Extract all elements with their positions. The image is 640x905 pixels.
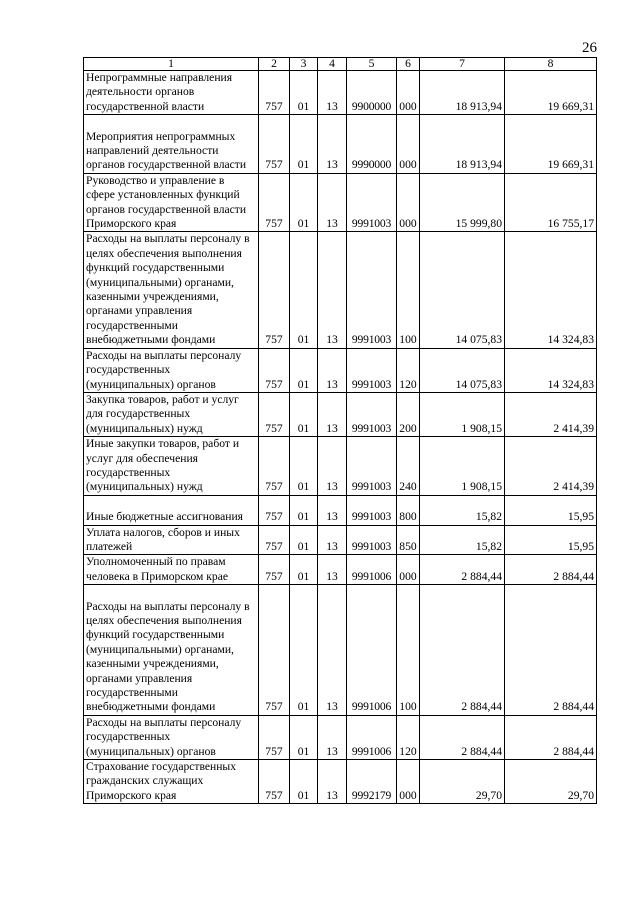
row-name-cell-text: Иные бюджетные ассигнования <box>86 510 243 524</box>
row-section-cell-text: 01 <box>297 421 310 435</box>
row-amount-col8-cell-text: 2 884,44 <box>553 744 594 758</box>
table-row <box>84 71 597 115</box>
page-number: 26 <box>582 40 597 56</box>
row-expense-type-cell <box>397 525 420 555</box>
row-section-cell-text: 01 <box>297 510 310 524</box>
row-section-cell <box>290 555 318 585</box>
row-target-article-cell-text: 9991003 <box>351 421 392 435</box>
row-amount-col7-cell-text: 18 913,94 <box>455 99 502 113</box>
row-target-article-cell <box>347 525 397 555</box>
row-subsection-cell <box>318 232 347 348</box>
row-expense-type-cell-text: 100 <box>399 333 417 347</box>
row-section-cell-text: 01 <box>297 700 310 714</box>
row-amount-col7-cell-text: 14 075,83 <box>455 333 502 347</box>
row-subsection-cell <box>318 392 347 436</box>
row-amount-col7-cell <box>420 495 505 525</box>
row-expense-type-cell-text: 120 <box>399 377 417 391</box>
row-name-cell-text: Уплата налогов, сборов и иных платежей <box>86 525 240 553</box>
row-amount-col8-cell <box>505 525 597 555</box>
row-amount-col7-cell-text: 2 884,44 <box>461 700 502 714</box>
row-subsection-cell-text: 13 <box>326 377 338 391</box>
row-name-cell <box>84 585 259 716</box>
row-amount-col7-cell <box>420 71 505 115</box>
row-grbs-cell-text: 757 <box>265 744 283 758</box>
row-subsection-cell <box>318 115 347 174</box>
row-amount-col7-cell-text: 1 908,15 <box>461 480 502 494</box>
row-name-cell <box>84 495 259 525</box>
row-name-cell <box>84 759 259 803</box>
row-target-article-cell <box>347 437 397 496</box>
col-header-4: 4 <box>318 58 347 71</box>
row-subsection-cell-text: 13 <box>326 744 338 758</box>
row-amount-col7-cell <box>420 348 505 392</box>
row-section-cell <box>290 715 318 759</box>
row-section-cell <box>290 232 318 348</box>
col-header-1: 1 <box>84 58 259 71</box>
table-row <box>84 525 597 555</box>
row-expense-type-cell-text: 000 <box>399 569 417 583</box>
row-section-cell <box>290 71 318 115</box>
row-subsection-cell <box>318 71 347 115</box>
row-amount-col8-cell-text: 15,95 <box>567 539 594 553</box>
row-subsection-cell <box>318 555 347 585</box>
row-subsection-cell-text: 13 <box>326 569 338 583</box>
row-name-cell-text: Руководство и управление в сфере установленных функций органов государственной власти Приморского края <box>86 173 247 231</box>
row-amount-col8-cell <box>505 715 597 759</box>
row-subsection-cell <box>318 173 347 232</box>
row-name-cell-text: Расходы на выплаты персоналу государственных (муниципальных) органов <box>86 348 242 391</box>
row-grbs-cell <box>259 71 290 115</box>
row-grbs-cell <box>259 759 290 803</box>
row-target-article-cell-text: 9990000 <box>351 158 392 172</box>
col-header-5: 5 <box>347 58 397 71</box>
row-amount-col8-cell <box>505 115 597 174</box>
row-grbs-cell-text: 757 <box>265 99 283 113</box>
row-target-article-cell <box>347 715 397 759</box>
row-section-cell-text: 01 <box>297 480 310 494</box>
row-target-article-cell-text: 9991003 <box>351 217 392 231</box>
row-name-cell-text: Иные закупки товаров, работ и услуг для обеспечения государственных (муниципальных) нужд <box>86 437 240 494</box>
row-amount-col8-cell <box>505 173 597 232</box>
row-subsection-cell-text: 13 <box>326 99 338 113</box>
row-section-cell <box>290 759 318 803</box>
table-row <box>84 437 597 496</box>
row-expense-type-cell <box>397 348 420 392</box>
table-header-row <box>84 58 597 71</box>
row-grbs-cell-text: 757 <box>265 158 283 172</box>
row-amount-col7-cell <box>420 525 505 555</box>
row-name-cell <box>84 348 259 392</box>
row-amount-col7-cell <box>420 555 505 585</box>
row-amount-col8-cell-text: 14 324,83 <box>547 333 594 347</box>
row-subsection-cell-text: 13 <box>326 788 338 802</box>
row-target-article-cell <box>347 173 397 232</box>
row-expense-type-cell-text: 850 <box>399 539 417 553</box>
row-grbs-cell-text: 757 <box>265 539 283 553</box>
row-subsection-cell-text: 13 <box>326 421 338 435</box>
row-grbs-cell-text: 757 <box>265 333 283 347</box>
row-subsection-cell <box>318 437 347 496</box>
row-amount-col8-cell-text: 19 669,31 <box>547 99 594 113</box>
row-grbs-cell <box>259 715 290 759</box>
row-amount-col7-cell-text: 2 884,44 <box>461 569 502 583</box>
row-expense-type-cell <box>397 392 420 436</box>
row-amount-col8-cell-text: 19 669,31 <box>547 158 594 172</box>
col-header-3: 3 <box>290 58 318 71</box>
row-amount-col7-cell <box>420 715 505 759</box>
row-subsection-cell-text: 13 <box>326 700 338 714</box>
row-expense-type-cell-text: 240 <box>399 480 417 494</box>
row-grbs-cell-text: 757 <box>265 700 283 714</box>
row-target-article-cell-text: 9991006 <box>351 569 392 583</box>
row-amount-col7-cell-text: 2 884,44 <box>461 744 502 758</box>
row-section-cell-text: 01 <box>297 333 310 347</box>
row-name-cell-text: Закупка товаров, работ и услуг для государственных (муниципальных) нужд <box>86 392 239 435</box>
col-header-8: 8 <box>505 58 597 71</box>
table-body <box>84 58 597 804</box>
table-row <box>84 759 597 803</box>
table-row <box>84 555 597 585</box>
row-section-cell-text: 01 <box>297 377 310 391</box>
row-amount-col8-cell-text: 2 884,44 <box>553 569 594 583</box>
row-amount-col7-cell-text: 15 999,80 <box>455 217 502 231</box>
row-section-cell <box>290 392 318 436</box>
row-section-cell <box>290 525 318 555</box>
row-amount-col7-cell <box>420 437 505 496</box>
row-section-cell-text: 01 <box>297 539 310 553</box>
row-amount-col8-cell <box>505 71 597 115</box>
row-grbs-cell <box>259 555 290 585</box>
row-name-cell <box>84 715 259 759</box>
row-name-cell-text: Расходы на выплаты персоналу в целях обеспечения выполнения функций государственными (муниципальными) органами, казенными учреждениями, органами управления государственными внебюджетными фондами <box>86 599 250 714</box>
row-subsection-cell-text: 13 <box>326 158 338 172</box>
row-target-article-cell-text: 9900000 <box>351 99 392 113</box>
row-amount-col8-cell <box>505 437 597 496</box>
row-grbs-cell <box>259 495 290 525</box>
row-target-article-cell-text: 9992179 <box>351 788 392 802</box>
table-row <box>84 585 597 716</box>
row-amount-col7-cell <box>420 115 505 174</box>
row-section-cell-text: 01 <box>297 788 310 802</box>
row-expense-type-cell <box>397 173 420 232</box>
row-target-article-cell <box>347 348 397 392</box>
row-expense-type-cell <box>397 437 420 496</box>
row-amount-col8-cell <box>505 392 597 436</box>
row-amount-col7-cell-text: 15,82 <box>475 539 502 553</box>
row-expense-type-cell <box>397 115 420 174</box>
row-amount-col8-cell <box>505 495 597 525</box>
row-section-cell <box>290 495 318 525</box>
row-section-cell <box>290 115 318 174</box>
row-expense-type-cell-text: 000 <box>399 217 417 231</box>
row-name-cell-text: Расходы на выплаты персоналу государственных (муниципальных) органов <box>86 715 242 758</box>
table-row <box>84 495 597 525</box>
col-header-7: 7 <box>420 58 505 71</box>
row-expense-type-cell-text: 000 <box>399 99 417 113</box>
row-target-article-cell-text: 9991003 <box>351 333 392 347</box>
row-section-cell-text: 01 <box>297 217 310 231</box>
row-amount-col7-cell <box>420 759 505 803</box>
col-header-2: 2 <box>259 58 290 71</box>
row-target-article-cell <box>347 71 397 115</box>
row-subsection-cell-text: 13 <box>326 539 338 553</box>
row-amount-col8-cell-text: 15,95 <box>567 510 594 524</box>
budget-table <box>83 57 597 804</box>
row-name-cell <box>84 392 259 436</box>
row-grbs-cell <box>259 437 290 496</box>
row-subsection-cell-text: 13 <box>326 333 338 347</box>
row-grbs-cell <box>259 525 290 555</box>
table-row <box>84 348 597 392</box>
row-section-cell <box>290 585 318 716</box>
row-subsection-cell <box>318 348 347 392</box>
row-grbs-cell <box>259 232 290 348</box>
table-row <box>84 173 597 232</box>
row-section-cell-text: 01 <box>297 99 310 113</box>
row-grbs-cell <box>259 115 290 174</box>
row-amount-col7-cell-text: 18 913,94 <box>455 158 502 172</box>
row-grbs-cell <box>259 348 290 392</box>
row-grbs-cell-text: 757 <box>265 421 283 435</box>
row-target-article-cell-text: 9991003 <box>351 377 392 391</box>
row-amount-col7-cell <box>420 232 505 348</box>
row-amount-col8-cell <box>505 759 597 803</box>
row-expense-type-cell <box>397 585 420 716</box>
row-subsection-cell <box>318 585 347 716</box>
row-amount-col8-cell <box>505 585 597 716</box>
table-row <box>84 715 597 759</box>
row-expense-type-cell <box>397 715 420 759</box>
row-target-article-cell-text: 9991003 <box>351 480 392 494</box>
row-amount-col7-cell <box>420 585 505 716</box>
row-target-article-cell-text: 9991006 <box>351 700 392 714</box>
row-name-cell-text: Непрограммные направления деятельности органов государственной власти <box>86 71 233 113</box>
row-amount-col8-cell <box>505 348 597 392</box>
row-name-cell-text: Страхование государственных гражданских служащих Приморского края <box>86 759 237 802</box>
row-section-cell-text: 01 <box>297 744 310 758</box>
row-amount-col8-cell-text: 2 414,39 <box>553 421 594 435</box>
row-amount-col8-cell-text: 16 755,17 <box>547 217 594 231</box>
row-grbs-cell <box>259 173 290 232</box>
row-section-cell <box>290 173 318 232</box>
row-grbs-cell-text: 757 <box>265 217 283 231</box>
row-expense-type-cell <box>397 71 420 115</box>
row-target-article-cell-text: 9991006 <box>351 744 392 758</box>
row-target-article-cell <box>347 495 397 525</box>
row-target-article-cell-text: 9991003 <box>351 539 392 553</box>
row-amount-col8-cell-text: 14 324,83 <box>547 377 594 391</box>
row-expense-type-cell <box>397 232 420 348</box>
row-amount-col8-cell-text: 29,70 <box>567 788 594 802</box>
row-expense-type-cell-text: 000 <box>399 788 417 802</box>
row-section-cell <box>290 437 318 496</box>
row-expense-type-cell <box>397 759 420 803</box>
row-name-cell-text: Уполномоченный по правам человека в Приморском крае <box>86 555 229 583</box>
row-amount-col7-cell <box>420 392 505 436</box>
row-expense-type-cell-text: 000 <box>399 158 417 172</box>
row-expense-type-cell-text: 800 <box>399 510 417 524</box>
row-amount-col7-cell-text: 14 075,83 <box>455 377 502 391</box>
row-subsection-cell <box>318 525 347 555</box>
row-subsection-cell-text: 13 <box>326 510 338 524</box>
row-amount-col8-cell-text: 2 414,39 <box>553 480 594 494</box>
row-expense-type-cell-text: 200 <box>399 421 417 435</box>
table-row <box>84 115 597 174</box>
col-header-6: 6 <box>397 58 420 71</box>
row-name-cell <box>84 115 259 174</box>
row-expense-type-cell <box>397 555 420 585</box>
row-target-article-cell <box>347 585 397 716</box>
table-row <box>84 232 597 348</box>
row-grbs-cell-text: 757 <box>265 788 283 802</box>
row-name-cell-text: Мероприятия непрограммных направлений деятельности органов государственной власти <box>86 129 247 172</box>
row-name-cell-text: Расходы на выплаты персоналу в целях обеспечения выполнения функций государственными (муниципальными) органами, казенными учреждениями, органами управления государственными внебюджетными фондами <box>86 232 250 347</box>
row-subsection-cell <box>318 759 347 803</box>
row-target-article-cell <box>347 115 397 174</box>
row-grbs-cell-text: 757 <box>265 480 283 494</box>
row-target-article-cell <box>347 232 397 348</box>
row-subsection-cell <box>318 715 347 759</box>
row-name-cell <box>84 437 259 496</box>
row-grbs-cell-text: 757 <box>265 510 283 524</box>
row-name-cell <box>84 555 259 585</box>
row-amount-col7-cell <box>420 173 505 232</box>
row-target-article-cell <box>347 759 397 803</box>
row-amount-col7-cell-text: 29,70 <box>475 788 502 802</box>
row-subsection-cell-text: 13 <box>326 217 338 231</box>
row-subsection-cell-text: 13 <box>326 480 338 494</box>
row-amount-col7-cell-text: 15,82 <box>475 510 502 524</box>
row-name-cell <box>84 173 259 232</box>
row-amount-col8-cell <box>505 555 597 585</box>
row-amount-col7-cell-text: 1 908,15 <box>461 421 502 435</box>
row-target-article-cell <box>347 555 397 585</box>
row-subsection-cell <box>318 495 347 525</box>
row-expense-type-cell-text: 120 <box>399 744 417 758</box>
row-expense-type-cell <box>397 495 420 525</box>
row-amount-col8-cell <box>505 232 597 348</box>
row-target-article-cell-text: 9991003 <box>351 510 392 524</box>
row-section-cell-text: 01 <box>297 569 310 583</box>
row-name-cell <box>84 525 259 555</box>
row-expense-type-cell-text: 100 <box>399 700 417 714</box>
row-name-cell <box>84 71 259 115</box>
row-section-cell <box>290 348 318 392</box>
row-amount-col8-cell-text: 2 884,44 <box>553 700 594 714</box>
row-name-cell <box>84 232 259 348</box>
row-grbs-cell-text: 757 <box>265 569 283 583</box>
row-grbs-cell <box>259 585 290 716</box>
row-grbs-cell <box>259 392 290 436</box>
table-row <box>84 392 597 436</box>
row-section-cell-text: 01 <box>297 158 310 172</box>
row-target-article-cell <box>347 392 397 436</box>
row-grbs-cell-text: 757 <box>265 377 283 391</box>
